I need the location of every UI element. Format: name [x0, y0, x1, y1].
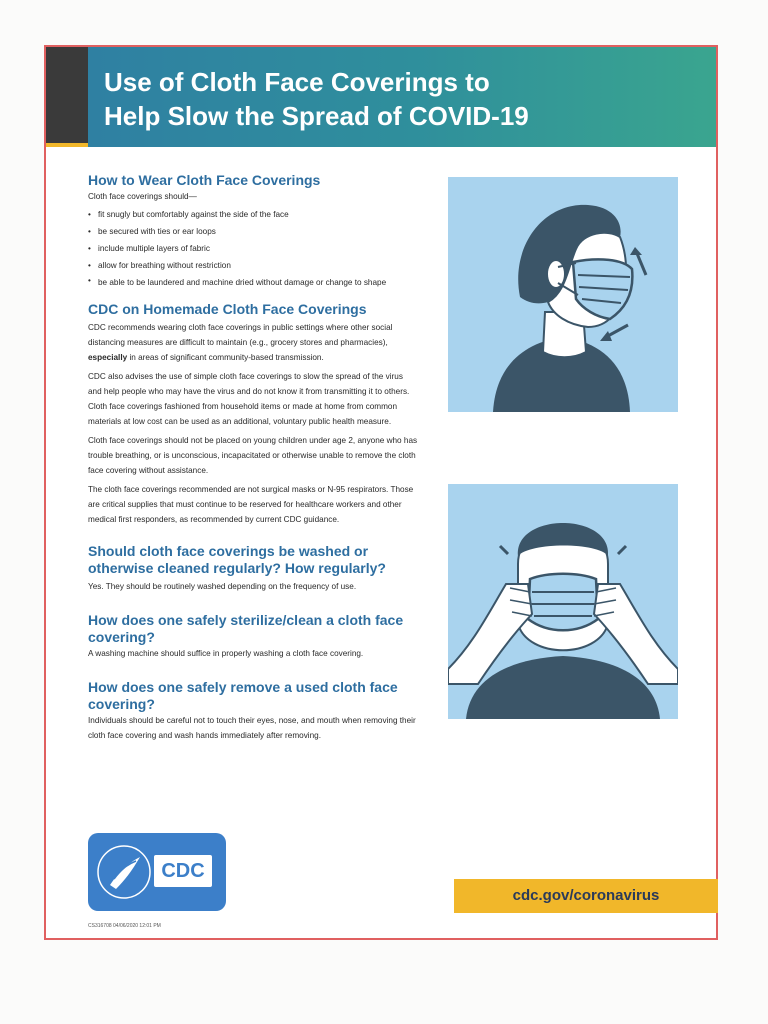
faq-question-2: How does one safely sterilize/clean a cloth face covering?	[88, 612, 404, 645]
faq-question-1: Should cloth face coverings be washed or otherwise cleaned regularly? How regularly?	[88, 543, 386, 576]
homemade-paragraph-2: CDC also advises the use of simple cloth face coverings to slow the spread of the virus and help people who may have the virus and do not know it from transmitting it to others. Cloth face coverings fashioned from household items or made at home from common materials at low cost can be used as an additional, voluntary public health measure.	[88, 372, 410, 426]
wear-heading: How to Wear Cloth Face Coverings	[88, 172, 321, 188]
homemade-paragraph-3: Cloth face coverings should not be placed on young children under age 2, anyone who has trouble breathing, or is unconscious, incapacitated or otherwise unable to remove the cloth face covering without assistance.	[88, 436, 418, 475]
text-column	[88, 172, 418, 743]
faq-answer-1: Yes. They should be routinely washed depending on the frequency of use.	[88, 582, 357, 591]
title-line-1: Use of Cloth Face Coverings to	[104, 67, 490, 97]
document-code: CS316708 04/06/2020 12:01 PM	[88, 923, 161, 929]
paragraph-text: CDC recommends wearing cloth face coverings in public settings where other social distancing measures are difficult to maintain (e.g., grocery stores and pharmacies),	[88, 323, 393, 347]
faq-question-3: How does one safely remove a used cloth face covering?	[88, 679, 398, 712]
header-accent-block	[46, 47, 88, 147]
page-title	[104, 65, 704, 133]
website-url: cdc.gov/coronavirus	[454, 879, 718, 913]
mask-adjust-illustration	[448, 484, 678, 719]
list-item: • allow for breathing without restriction	[88, 257, 418, 274]
list-item: • be able to be laundered and machine dried without damage or change to shape	[88, 274, 418, 289]
wear-list	[88, 206, 418, 289]
title-line-2: Help Slow the Spread of COVID-19	[104, 101, 529, 131]
header-banner	[46, 47, 716, 147]
cdc-logo	[88, 833, 226, 911]
faq-answer-2: A washing machine should suffice in properly washing a cloth face covering.	[88, 649, 364, 658]
list-item: • fit snugly but comfortably against the side of the face	[88, 206, 418, 223]
wear-intro: Cloth face coverings should—	[88, 192, 197, 201]
mask-profile-illustration	[448, 177, 678, 412]
list-item: • be secured with ties or ear loops	[88, 223, 418, 240]
paragraph-text: in areas of significant community-based transmission.	[129, 353, 324, 362]
flyer	[44, 45, 718, 940]
mask-profile-svg	[448, 177, 678, 412]
list-item: • include multiple layers of fabric	[88, 240, 418, 257]
header-accent-stripe	[46, 143, 88, 147]
cdc-wordmark: CDC	[154, 855, 212, 887]
homemade-paragraph-1	[88, 320, 418, 365]
homemade-paragraph-4: The cloth face coverings recommended are not surgical masks or N-95 respirators. Those are critical supplies that must continue to be reserved for healthcare workers and other medical first responders, as recommended by current CDC guidance.	[88, 485, 414, 524]
homemade-heading: CDC on Homemade Cloth Face Coverings	[88, 301, 367, 317]
mask-adjust-svg	[448, 484, 678, 719]
faq-answer-3: Individuals should be careful not to touch their eyes, nose, and mouth when removing their cloth face covering and wash hands immediately after removing.	[88, 716, 416, 740]
hhs-eagle-icon	[92, 833, 152, 911]
emphasis-text: especially	[88, 353, 128, 362]
